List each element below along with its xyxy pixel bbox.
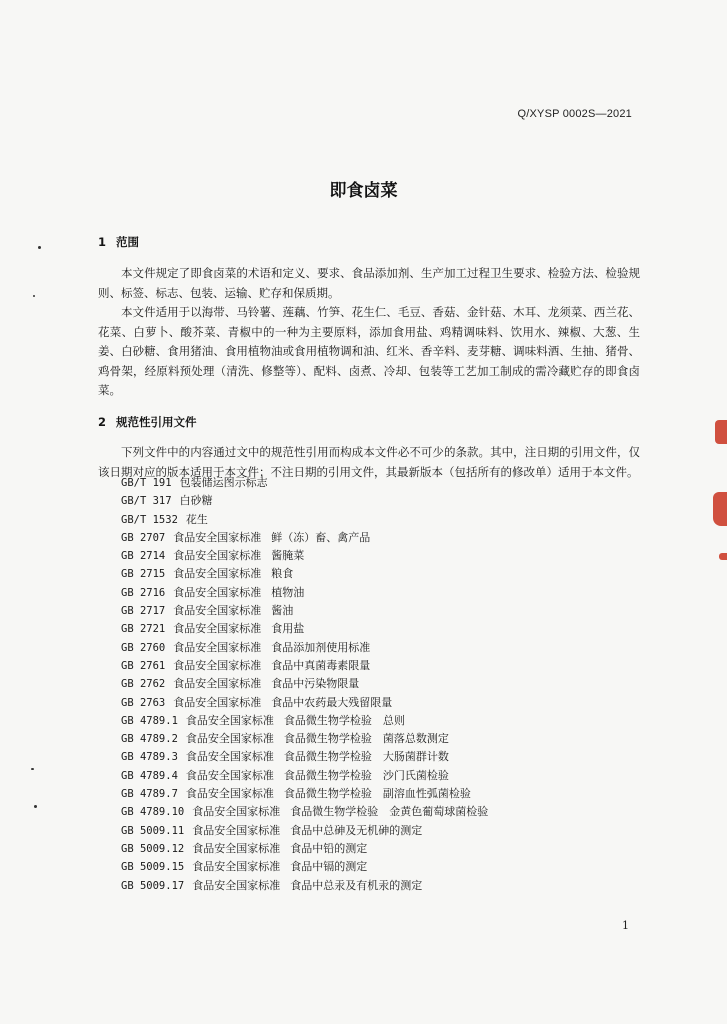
reference-item bbox=[121, 877, 488, 895]
seal-stamp-fragment bbox=[713, 492, 727, 526]
reference-org: 食品安全国家标准 bbox=[173, 658, 262, 672]
reference-item bbox=[121, 785, 488, 803]
reference-item bbox=[121, 840, 488, 858]
reference-item bbox=[121, 730, 488, 748]
reference-code: GB 4789.4 bbox=[121, 769, 178, 782]
reference-code: GB 2762 bbox=[121, 678, 166, 691]
reference-code: GB 5009.15 bbox=[121, 861, 185, 874]
scan-speck bbox=[34, 805, 37, 808]
reference-title: 食品微生物学检验 大肠菌群计数 bbox=[283, 750, 449, 764]
reference-org: 食品安全国家标准 bbox=[192, 823, 281, 837]
reference-code: GB 4789.10 bbox=[121, 806, 185, 819]
reference-org: 食品安全国家标准 bbox=[173, 622, 262, 636]
reference-title: 食品中总砷及无机砷的测定 bbox=[290, 823, 423, 837]
reference-org: 食品安全国家标准 bbox=[173, 585, 262, 599]
reference-title: 食品中农药最大残留限量 bbox=[271, 695, 393, 709]
reference-title: 食品中镉的测定 bbox=[290, 860, 368, 874]
reference-title: 食品中总汞及有机汞的测定 bbox=[290, 878, 423, 892]
reference-title: 酱腌菜 bbox=[271, 549, 305, 563]
seal-stamp-fragment bbox=[719, 553, 727, 560]
reference-code: GB 5009.11 bbox=[121, 824, 185, 837]
reference-code: GB 5009.17 bbox=[121, 879, 185, 892]
reference-title: 食品中铅的测定 bbox=[290, 841, 368, 855]
reference-org: 食品安全国家标准 bbox=[192, 878, 281, 892]
reference-item bbox=[121, 547, 488, 565]
reference-item bbox=[121, 694, 488, 712]
reference-code: GB 4789.1 bbox=[121, 714, 178, 727]
reference-title: 粮食 bbox=[271, 567, 294, 581]
document-title: 即食卤菜 bbox=[329, 181, 398, 201]
section-2-heading bbox=[98, 414, 197, 430]
scan-speck bbox=[38, 246, 41, 249]
reference-org: 食品安全国家标准 bbox=[173, 695, 262, 709]
reference-item bbox=[121, 748, 488, 766]
reference-org: 食品安全国家标准 bbox=[185, 768, 274, 782]
reference-item bbox=[121, 511, 488, 529]
reference-org: 食品安全国家标准 bbox=[192, 841, 281, 855]
reference-title: 鲜（冻）畜、禽产品 bbox=[271, 530, 371, 544]
section-1-heading bbox=[98, 234, 139, 250]
reference-org: 食品安全国家标准 bbox=[185, 732, 274, 746]
reference-org: 食品安全国家标准 bbox=[173, 677, 262, 691]
reference-item bbox=[121, 492, 488, 510]
reference-org: 食品安全国家标准 bbox=[185, 787, 274, 801]
document-code: Q/XYSP 0002S—2021 bbox=[517, 108, 632, 120]
reference-title: 食品中污染物限量 bbox=[271, 677, 360, 691]
reference-item bbox=[121, 858, 488, 876]
reference-title: 食用盐 bbox=[271, 622, 305, 636]
reference-code: GB 2721 bbox=[121, 623, 166, 636]
reference-item bbox=[121, 639, 488, 657]
reference-title: 食品微生物学检验 总则 bbox=[283, 713, 405, 727]
reference-title: 食品微生物学检验 副溶血性弧菌检验 bbox=[283, 787, 471, 801]
reference-code: GB 5009.12 bbox=[121, 842, 185, 855]
section-number: 2 bbox=[98, 415, 107, 429]
reference-org: 食品安全国家标准 bbox=[185, 750, 274, 764]
normative-references-paragraph: 下列文件中的内容通过文中的规范性引用而构成本文件必不可少的条款。其中，注日期的引用文件，仅该日期对应的版本适用于本文件；不注日期的引用文件，其最新版本（包括所有的修改单）适用于本文件。 bbox=[98, 445, 640, 479]
reference-item bbox=[121, 657, 488, 675]
reference-org: 食品安全国家标准 bbox=[173, 549, 262, 563]
page-number: 1 bbox=[622, 919, 629, 932]
reference-org: 食品安全国家标准 bbox=[192, 805, 281, 819]
section-number: 1 bbox=[98, 235, 107, 249]
reference-org: 食品安全国家标准 bbox=[185, 713, 274, 727]
reference-title: 白砂糖 bbox=[179, 494, 213, 508]
reference-code: GB 2707 bbox=[121, 531, 166, 544]
section-title: 范围 bbox=[116, 235, 139, 249]
reference-list bbox=[121, 474, 488, 895]
reference-title: 食品微生物学检验 菌落总数测定 bbox=[283, 732, 449, 746]
reference-code: GB 2715 bbox=[121, 568, 166, 581]
reference-title: 花生 bbox=[185, 512, 208, 526]
scan-speck bbox=[31, 768, 34, 770]
reference-code: GB 4789.7 bbox=[121, 788, 178, 801]
reference-title: 食品微生物学检验 金黄色葡萄球菌检验 bbox=[290, 805, 489, 819]
scope-paragraph-1: 本文件规定了即食卤菜的术语和定义、要求、食品添加剂、生产加工过程卫生要求、检验方法、检验规则、标签、标志、包装、运输、贮存和保质期。 bbox=[98, 266, 640, 300]
seal-stamp-fragment bbox=[715, 420, 727, 444]
reference-code: GB 4789.2 bbox=[121, 733, 178, 746]
reference-title: 包装储运图示标志 bbox=[179, 476, 268, 489]
scan-speck bbox=[33, 295, 35, 297]
reference-code: GB 2716 bbox=[121, 586, 166, 599]
reference-item bbox=[121, 712, 488, 730]
reference-item bbox=[121, 620, 488, 638]
reference-code: GB 2761 bbox=[121, 659, 166, 672]
reference-item bbox=[121, 803, 488, 821]
reference-org: 食品安全国家标准 bbox=[192, 860, 281, 874]
reference-code: GB/T 317 bbox=[121, 495, 172, 508]
reference-item bbox=[121, 602, 488, 620]
reference-title: 食品微生物学检验 沙门氏菌检验 bbox=[283, 768, 449, 782]
reference-code: GB/T 1532 bbox=[121, 513, 178, 526]
reference-title: 植物油 bbox=[271, 585, 305, 599]
reference-code: GB 2763 bbox=[121, 696, 166, 709]
reference-code: GB/T 191 bbox=[121, 477, 172, 489]
reference-code: GB 2714 bbox=[121, 550, 166, 563]
reference-code: GB 4789.3 bbox=[121, 751, 178, 764]
reference-org: 食品安全国家标准 bbox=[173, 640, 262, 654]
section-title: 规范性引用文件 bbox=[116, 415, 197, 429]
reference-org: 食品安全国家标准 bbox=[173, 604, 262, 618]
reference-item bbox=[121, 822, 488, 840]
reference-item bbox=[121, 529, 488, 547]
reference-item bbox=[121, 565, 488, 583]
reference-title: 酱油 bbox=[271, 604, 294, 618]
scope-paragraph-2: 本文件适用于以海带、马铃薯、莲藕、竹笋、花生仁、毛豆、香菇、金针菇、木耳、龙须菜、西兰花、花菜、白萝卜、酸芥菜、青椒中的一种为主要原料，添加食用盐、鸡精调味料、饮用水、辣椒、大葱、生姜、白砂糖、食用猪油、食用植物油或食用植物调和油、红米、香辛料、麦芽糖、调味料酒、生抽、猪骨、鸡骨架，经原料预处理（清洗、修整等）、配料、卤煮、冷却、包装等工艺加工制成的需冷藏贮存的即食卤菜。 bbox=[98, 305, 640, 397]
reference-org: 食品安全国家标准 bbox=[173, 530, 262, 544]
reference-title: 食品中真菌毒素限量 bbox=[271, 658, 371, 672]
reference-code: GB 2760 bbox=[121, 641, 166, 654]
reference-code: GB 2717 bbox=[121, 605, 166, 618]
reference-item bbox=[121, 474, 488, 492]
reference-item bbox=[121, 584, 488, 602]
reference-org: 食品安全国家标准 bbox=[173, 567, 262, 581]
reference-title: 食品添加剂使用标准 bbox=[271, 640, 371, 654]
reference-item bbox=[121, 767, 488, 785]
reference-item bbox=[121, 675, 488, 693]
